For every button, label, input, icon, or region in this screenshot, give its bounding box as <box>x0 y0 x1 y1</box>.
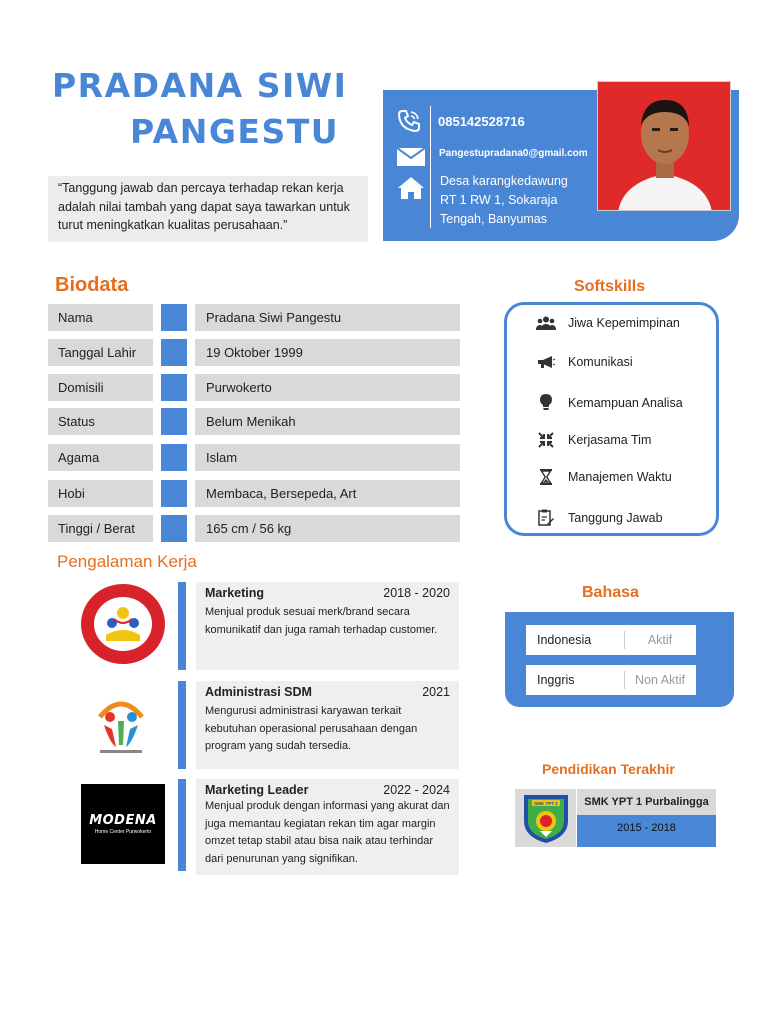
hourglass-icon <box>532 469 560 485</box>
bio-marker <box>161 304 187 331</box>
languages-title: Bahasa <box>582 584 639 601</box>
phone-number[interactable]: 085142528716 <box>438 114 525 129</box>
softskill-item <box>532 432 651 448</box>
experience-title: Pengalaman Kerja <box>57 552 197 571</box>
softskill-label: Kerjasama Tim <box>568 433 652 447</box>
bio-label: Hobi <box>48 480 153 507</box>
personal-quote: “Tanggung jawab dan percaya terhadap rekan kerja adalah nilai tambah yang dapat saya tawarkan untuk turut meningkatkan kualitas perusahaan.” <box>48 176 368 242</box>
modena-logo <box>81 784 165 864</box>
softskills-title: Softskills <box>574 278 646 295</box>
job-title: Marketing Leader <box>205 783 309 797</box>
bio-row <box>48 408 460 435</box>
job-years: 2022 - 2024 <box>383 783 450 797</box>
softskill-label: Manajemen Waktu <box>568 470 672 484</box>
bio-marker <box>161 408 187 435</box>
job-description: Menjual produk dengan informasi yang akurat dan juga memantau kegiatan rekan tim agar margin omzet tetap stabil atau bisa naik atau terhindar dari penurunan yang signifikan. <box>205 800 450 865</box>
softskill-item <box>532 469 672 485</box>
bio-row <box>48 515 460 542</box>
job-title: Administrasi SDM <box>205 685 312 699</box>
compress-arrows-icon <box>532 432 560 448</box>
school-name: SMK YPT 1 Purbalingga <box>577 789 716 815</box>
pelita-satria-logo <box>80 583 166 665</box>
experience-card <box>196 582 459 670</box>
email-icon <box>397 148 425 171</box>
experience-card <box>196 779 459 875</box>
profile-photo <box>597 81 731 211</box>
bio-marker <box>161 480 187 507</box>
bio-value: Pradana Siwi Pangestu <box>195 304 460 331</box>
modena-logo-text: MODENA <box>89 813 157 828</box>
home-icon <box>397 176 425 205</box>
language-level: Aktif <box>647 633 673 647</box>
language-name: Indonesia <box>537 633 592 647</box>
bio-row <box>48 374 460 401</box>
bio-label: Domisili <box>48 374 153 401</box>
experience-card <box>196 681 459 769</box>
softskill-label: Jiwa Kepemimpinan <box>568 316 680 330</box>
biodata-title: Biodata <box>55 274 129 296</box>
softskills-box <box>504 302 719 536</box>
bio-value: Islam <box>195 444 460 471</box>
softskill-item <box>532 394 683 411</box>
bio-marker <box>161 374 187 401</box>
job-description: Menjual produk sesuai merk/brand secara komunikatif dan juga ramah terhadap customer. <box>205 606 438 636</box>
education-title: Pendidikan Terakhir <box>542 761 675 777</box>
softskill-label: Kemampuan Analisa <box>568 395 683 410</box>
softskill-label: Tanggung Jawab <box>568 510 663 525</box>
address-line-3: Tengah, Banyumas <box>440 212 548 226</box>
school-logo <box>519 791 573 845</box>
bio-label: Agama <box>48 444 153 471</box>
bio-marker <box>161 339 187 366</box>
bio-row <box>48 304 460 331</box>
experience-bar <box>178 582 186 670</box>
modena-logo-subtext: Home Center Purwokerto <box>94 829 152 835</box>
lightbulb-icon <box>532 394 560 411</box>
bio-marker <box>161 515 187 542</box>
job-years: 2018 - 2020 <box>383 586 450 600</box>
bio-row <box>48 444 460 471</box>
softskill-item <box>532 355 633 369</box>
bio-value: Belum Menikah <box>195 408 460 435</box>
bio-value: Purwokerto <box>195 374 460 401</box>
bio-value: 19 Oktober 1999 <box>195 339 460 366</box>
language-row <box>526 665 696 695</box>
megaphone-icon <box>532 355 560 369</box>
clipboard-icon <box>532 509 560 526</box>
softskill-label: Komunikasi <box>568 355 633 369</box>
bio-label: Tinggi / Berat <box>48 515 153 542</box>
softskill-item <box>532 316 680 330</box>
bio-label: Nama <box>48 304 153 331</box>
experience-bar <box>178 681 186 769</box>
phone-icon <box>396 108 422 139</box>
language-name: Inggris <box>537 673 575 687</box>
language-level: Non Aktif <box>634 673 686 687</box>
name-line-1: PRADANA SIWI <box>52 66 348 105</box>
people-icon <box>532 316 560 330</box>
bio-value: 165 cm / 56 kg <box>195 515 460 542</box>
address-line-1: Desa karangkedawung <box>440 174 568 188</box>
name-line-2: PANGESTU <box>130 112 340 151</box>
job-description: Mengurusi administrasi karyawan terkait kebutuhan operasional perusahaan dengan program yang sudah tersedia. <box>205 705 418 752</box>
job-years: 2021 <box>422 685 450 699</box>
school-logo-text: SMK YPT 1 <box>534 801 558 806</box>
bio-label: Status <box>48 408 153 435</box>
bio-label: Tanggal Lahir <box>48 339 153 366</box>
experience-bar <box>178 779 186 871</box>
school-years: 2015 - 2018 <box>577 815 716 847</box>
bio-marker <box>161 444 187 471</box>
bio-row <box>48 480 460 507</box>
address-line-2: RT 1 RW 1, Sokaraja <box>440 193 558 207</box>
email-address[interactable]: Pangestupradana0@gmail.com <box>439 148 588 159</box>
contact-divider <box>430 106 431 228</box>
language-row <box>526 625 696 655</box>
softskill-item <box>532 509 663 526</box>
cipta-insan-logo <box>90 695 152 757</box>
bio-row <box>48 339 460 366</box>
job-title: Marketing <box>205 586 265 600</box>
bio-value: Membaca, Bersepeda, Art <box>195 480 460 507</box>
